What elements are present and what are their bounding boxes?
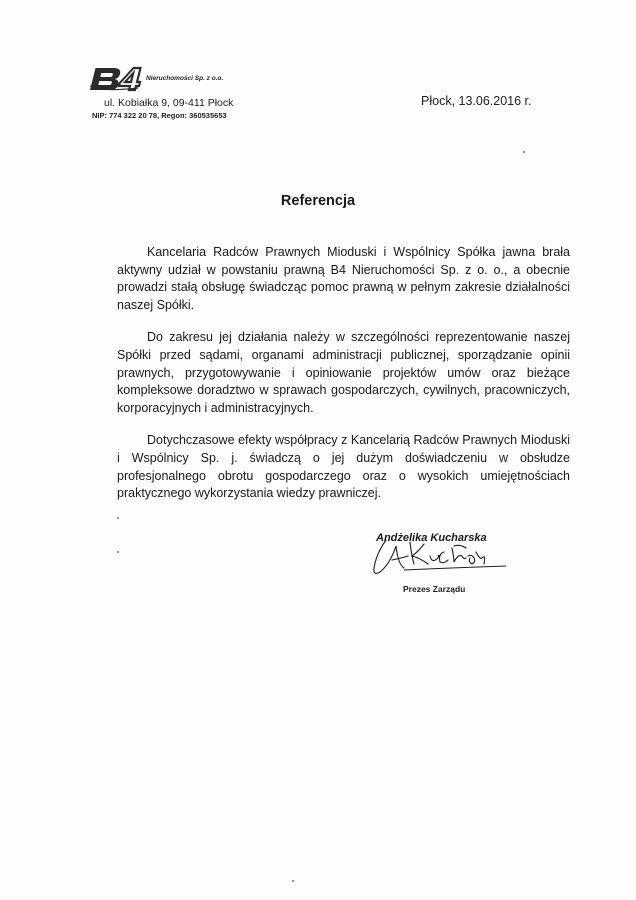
company-registry: NIP: 774 322 20 78, Regon: 360535653 [92,111,227,120]
signatory-name: Andżelika Kucharska [376,532,487,544]
document-title: Referencja [280,193,356,209]
paragraph-1: Kancelaria Radców Prawnych Mioduski i Wspólnicy Spółka jawna brała aktywny udział w powstaniu prawną B4 Nieruchomości Sp. z o. o., a obecnie prowadzi stałą obsługę świadcząc pomoc prawną w pełnym zakresie działalności naszej Spółki. [117,245,570,312]
letter-body [117,244,570,518]
handwritten-signature-icon [368,534,508,586]
place-date: Płock, 13.06.2016 r. [421,94,532,108]
signatory-role: Prezes Zarządu [403,584,466,594]
scan-speck [292,880,294,882]
scan-speck [117,551,119,553]
scan-speck [117,517,119,519]
company-name: Nieruchomości Sp. z o.o. [146,75,224,82]
b4-logo-icon [88,66,148,92]
paragraph-2: Do zakresu jej działania należy w szczególności reprezentowanie naszej Spółki przed sądami, organami administracji publicznej, sporządzanie opinii prawnych, przygotowywanie i opiniowanie projektów umów oraz bieżące kompleksowe doradztwo w sprawach gospodarczych, cywilnych, pracowniczych, korporacyjnych i administracyjnych. [117,330,570,415]
company-address: ul. Kobiałka 9, 09-411 Płock [104,97,234,109]
paragraph-3: Dotychczasowe efekty współpracy z Kancelarią Radców Prawnych Mioduski i Wspólnicy Sp. j. świadczą o jej dużym doświadczeniu w obsłudze profesjonalnego obrotu gospodarczego oraz o wysokich umiejętnościach praktycznego wykorzystania wiedzy prawniczej. [117,433,570,501]
scan-speck [523,151,525,153]
